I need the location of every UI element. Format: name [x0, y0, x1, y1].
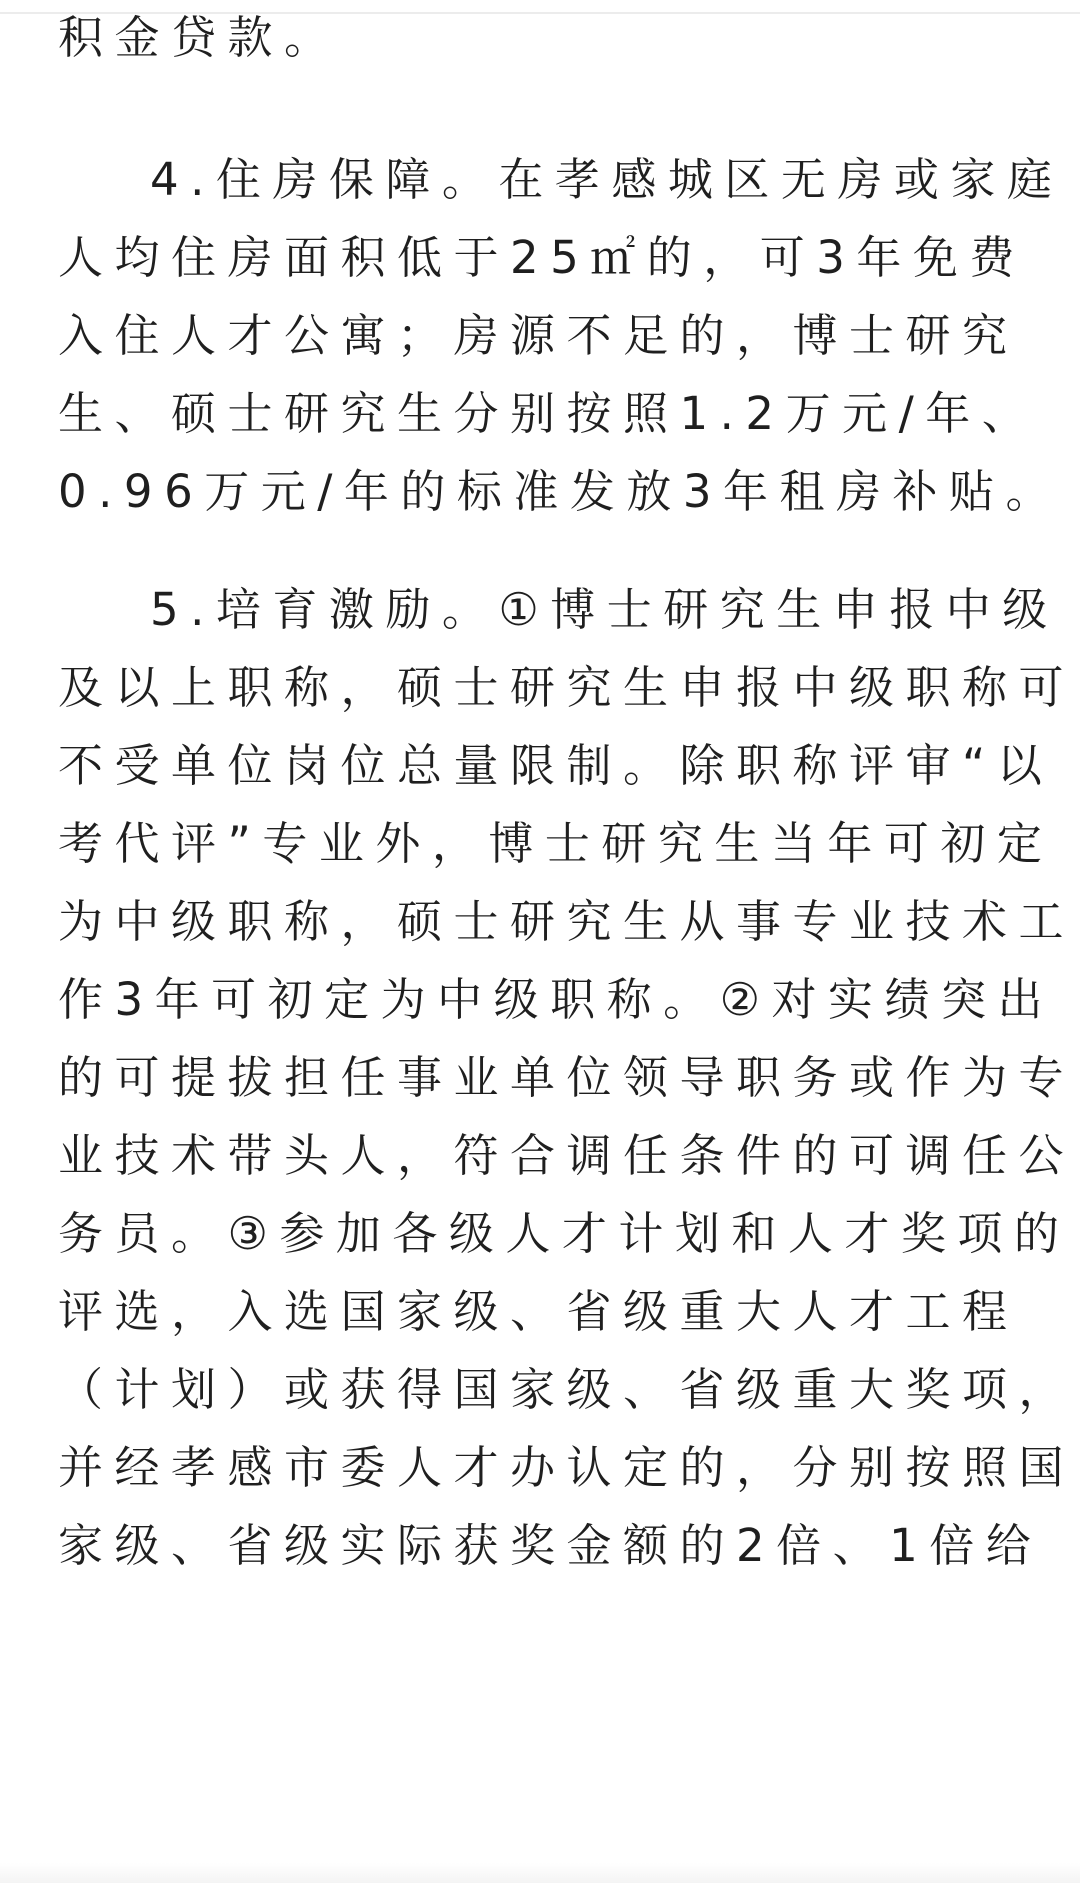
text-line: 并经孝感市委人才办认定的，分别按照国 — [58, 1441, 1076, 1494]
text-line: 入住人才公寓；房源不足的，博士研究 — [58, 309, 1019, 362]
text-line: 家级、省级实际获奖金额的2倍、1倍给 — [58, 1519, 1043, 1572]
paragraph-4-first-line: 4.住房保障。在孝感城区无房或家庭 — [150, 153, 1064, 206]
text-line: 生、硕士研究生分别按照1.2万元/年、 — [58, 387, 1039, 440]
paragraph-5-first-line: 5.培育激励。①博士研究生申报中级 — [150, 583, 1059, 636]
bottom-edge — [0, 1863, 1080, 1883]
text-line: 0.96万元/年的标准发放3年租房补贴。 — [58, 465, 1062, 518]
text-line: 及以上职称，硕士研究生申报中级职称可 — [58, 661, 1076, 714]
text-line: 业技术带头人，符合调任条件的可调任公 — [58, 1129, 1076, 1182]
text-line: 务员。③参加各级人才计划和人才奖项的 — [58, 1207, 1071, 1260]
text-line: 的可提拔担任事业单位领导职务或作为专 — [58, 1051, 1076, 1104]
text-line: 作3年可初定为中级职称。②对实绩突出 — [58, 973, 1054, 1026]
text-line: （计划）或获得国家级、省级重大奖项， — [58, 1363, 1076, 1416]
text-line: 为中级职称，硕士研究生从事专业技术工 — [58, 895, 1076, 948]
text-line: 不受单位岗位总量限制。除职称评审“以 — [58, 739, 1054, 792]
text-line: 积金贷款。 — [58, 11, 341, 64]
text-line: 考代评”专业外，博士研究生当年可初定 — [58, 817, 1054, 870]
text-line: 评选，入选国家级、省级重大人才工程 — [58, 1285, 1019, 1338]
text-line: 人均住房面积低于25㎡的，可3年免费 — [58, 231, 1026, 284]
